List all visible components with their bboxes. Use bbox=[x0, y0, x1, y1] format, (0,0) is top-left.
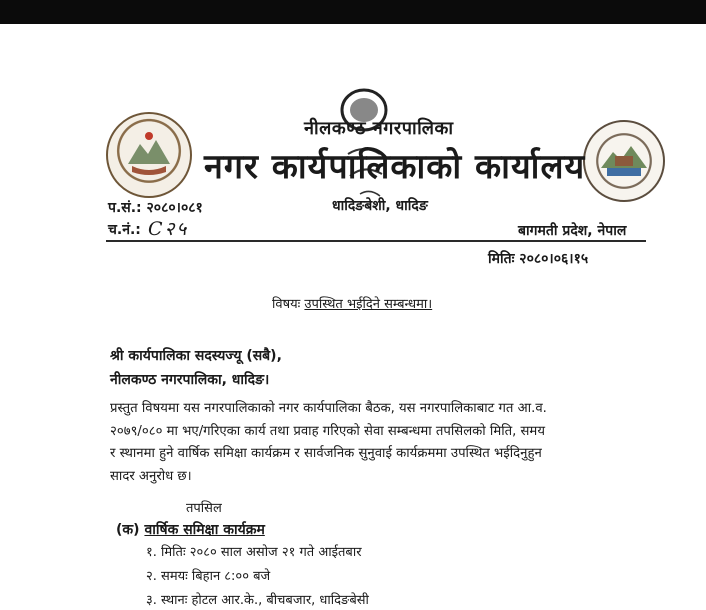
office-address: धादिङबेशी, धादिङ bbox=[332, 198, 428, 214]
top-black-bar bbox=[0, 0, 706, 24]
header-divider bbox=[106, 240, 646, 242]
letter-date: मितिः २०८०।०६।१५ bbox=[488, 251, 589, 267]
body-line: र स्थानमा हुने वार्षिक समिक्षा कार्यक्रम र सार्वजनिक सुनुवाई कार्यक्रममा उपस्थित भईदिनुहुन bbox=[110, 446, 542, 461]
body-line: २०७९/०८० मा भए/गरिएका कार्य तथा प्रवाह गरिएको सेवा सम्बन्धमा तपसिलको मिति, समय bbox=[110, 423, 545, 439]
office-title: नगर कार्यपालिकाको कार्यालय bbox=[204, 147, 586, 187]
section-prefix: (क) bbox=[116, 522, 140, 538]
nepal-emblem-seal bbox=[106, 112, 192, 198]
dispatch-number-handwritten: C२५ bbox=[148, 218, 189, 240]
reference-number: प.सं.: २०८०।०८१ bbox=[108, 200, 203, 216]
section-heading bbox=[116, 520, 265, 539]
municipality-logo-seal bbox=[583, 120, 665, 202]
detail-item: २. समयः बिहान ८:०० बजे bbox=[146, 569, 271, 584]
dispatch-number-label: च.नं.: bbox=[108, 222, 141, 238]
subject-line bbox=[272, 294, 432, 312]
municipality-name: नीलकण्ठ नगरपालिका bbox=[304, 118, 454, 139]
details-heading: तपसिल bbox=[186, 501, 222, 516]
subject-label: विषयः bbox=[272, 297, 301, 312]
detail-item: १. मितिः २०८० साल असोज २१ गते आईतबार bbox=[146, 545, 362, 560]
detail-item: ३. स्थानः होटल आर.के., बीचबजार, धादिङबेसी bbox=[146, 593, 369, 608]
body-line: सादर अनुरोध छ। bbox=[110, 468, 192, 484]
province-country: बागमती प्रदेश, नेपाल bbox=[518, 223, 627, 239]
subject-value: उपस्थित भईदिने सम्बन्धमा। bbox=[304, 297, 433, 312]
recipient-line-1: श्री कार्यपालिका सदस्यज्यू (सबै), bbox=[110, 348, 282, 364]
body-line: प्रस्तुत विषयमा यस नगरपालिकाको नगर कार्यपालिका बैठक, यस नगरपालिकाबाट गत आ.व. bbox=[110, 401, 547, 416]
letter-body bbox=[110, 398, 656, 488]
recipient-line-2: नीलकण्ठ नगरपालिका, धादिङ। bbox=[110, 372, 270, 388]
section-title: वार्षिक समिक्षा कार्यक्रम bbox=[144, 522, 265, 538]
